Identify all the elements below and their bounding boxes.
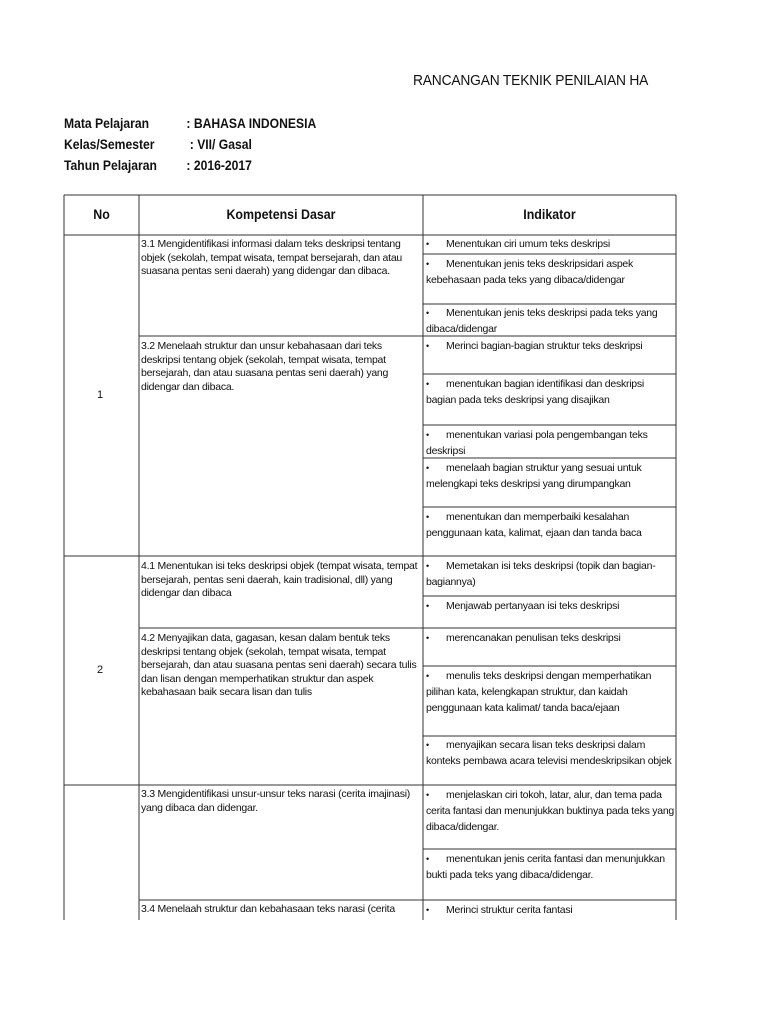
indikator-cell	[426, 256, 674, 303]
document-title: RANCANGAN TEKNIK PENILAIAN HA	[413, 72, 649, 89]
bullet-icon: •	[426, 561, 429, 571]
bullet-icon: •	[426, 512, 429, 522]
bullet-icon: •	[426, 790, 429, 800]
bullet-icon: •	[426, 905, 429, 915]
indikator-text: menjelaskan ciri tokoh, latar, alur, dan tema pada cerita fantasi dan menunjukkan buktinya pada teks yang dibaca/didengar.	[426, 789, 674, 833]
indikator-text: menelaah bagian struktur yang sesuai untuk melengkapi teks deskripsi yang dirumpangkan	[426, 462, 642, 490]
header-indikator: Indikator	[523, 207, 576, 222]
indikator-cell	[426, 630, 674, 665]
indikator-cell	[426, 427, 674, 458]
indikator-cell	[426, 376, 674, 424]
indikator-text: menyajikan secara lisan teks deskripsi dalam konteks pembawa acara televisi mendeskripsikan objek	[426, 739, 672, 767]
indikator-text: Merinci bagian-bagian struktur teks deskripsi	[446, 340, 643, 352]
meta-value: : VII/ Gasal	[186, 137, 252, 152]
meta-value: : 2016-2017	[186, 158, 252, 173]
bullet-icon: •	[426, 341, 429, 351]
kd-cell: 4.1 Menentukan isi teks deskripsi objek (tempat wisata, tempat bersejarah, pentas seni daerah, kain tradisional, dll) yang didengar dan dibaca	[141, 560, 418, 599]
indikator-text: menentukan variasi pola pengembangan teks deskripsi	[426, 429, 648, 457]
header-kompetensi-dasar: Kompetensi Dasar	[226, 207, 336, 222]
kd-cell: 3.1 Mengidentifikasi informasi dalam teks deskripsi tentang objek (sekolah, tempat wisata, tempat bersejarah, dan atau suasana pentas seni daerah) yang didengar dan dibaca.	[141, 238, 402, 277]
indikator-cell	[426, 668, 674, 735]
indikator-cell	[426, 305, 674, 336]
indikator-text: merencanakan penulisan teks deskripsi	[446, 632, 621, 644]
bullet-icon: •	[426, 308, 429, 318]
indikator-text: menentukan bagian identifikasi dan deskripsi bagian pada teks deskripsi yang disajikan	[426, 378, 644, 406]
indikator-text: Menentukan ciri umum teks deskripsi	[446, 238, 610, 250]
kd-cell: 3.3 Mengidentifikasi unsur-unsur teks narasi (cerita imajinasi) yang dibaca dan didengar.	[141, 788, 411, 814]
indikator-cell	[426, 598, 674, 627]
kd-cell: 3.2 Menelaah struktur dan unsur kebahasaan dari teks deskripsi tentang objek (sekolah, tempat wisata, tempat bersejarah, dan atau suasana pentas seni daerah) yang didengar dan dibaca.	[141, 340, 389, 393]
bullet-icon: •	[426, 239, 429, 249]
indikator-text: menentukan jenis cerita fantasi dan menunjukkan bukti pada teks yang dibaca/didengar.	[426, 853, 665, 881]
indikator-cell	[426, 787, 674, 848]
indikator-cell	[426, 851, 674, 899]
indikator-text: Menjawab pertanyaan isi teks deskripsi	[446, 600, 620, 612]
indikator-cell	[426, 902, 674, 920]
indikator-text: Menentukan jenis teks deskripsidari aspek kebehasaan pada teks yang dibaca/didengar	[426, 258, 634, 286]
bullet-icon: •	[426, 430, 429, 440]
indikator-cell	[426, 737, 674, 785]
indikator-cell	[426, 509, 674, 555]
bullet-icon: •	[426, 379, 429, 389]
indikator-cell	[426, 558, 674, 595]
indikator-cell	[426, 338, 674, 373]
kd-cell: 3.4 Menelaah struktur dan kebahasaan teks narasi (cerita	[141, 903, 395, 915]
kd-cell: 4.2 Menyajikan data, gagasan, kesan dalam bentuk teks deskripsi tentang objek (sekolah, tempat wisata, tempat bersejarah, dan atau suasana pentas seni daerah) secara tulis dan lisan dengan memperhatikan struktur dan aspek kebahasaan baik secara lisan dan tulis	[141, 632, 417, 698]
header-no: No	[93, 207, 110, 222]
row-number: 1	[97, 389, 104, 401]
bullet-icon: •	[426, 671, 429, 681]
indikator-text: menentukan dan memperbaiki kesalahan penggunaan kata, kalimat, ejaan dan tanda baca	[426, 511, 642, 539]
indikator-text: Memetakan isi teks deskripsi (topik dan bagian-bagiannya)	[426, 560, 656, 588]
meta-label: Kelas/Semester	[64, 137, 155, 152]
bullet-icon: •	[426, 259, 429, 269]
indikator-text: menulis teks deskripsi dengan memperhatikan pilihan kata, kelengkapan struktur, dan kaidah penggunaan kata kalimat/ tanda baca/ejaan	[426, 670, 652, 714]
bullet-icon: •	[426, 633, 429, 643]
indikator-cell	[426, 460, 674, 506]
bullet-icon: •	[426, 740, 429, 750]
row-number: 2	[97, 664, 104, 676]
bullet-icon: •	[426, 854, 429, 864]
bullet-icon: •	[426, 463, 429, 473]
indikator-text: Menentukan jenis teks deskripsi pada teks yang dibaca/didengar	[426, 307, 658, 335]
meta-label: Tahun Pelajaran	[64, 158, 157, 173]
meta-label: Mata Pelajaran	[64, 116, 150, 131]
indikator-cell	[426, 236, 674, 253]
indikator-text: Merinci struktur cerita fantasi	[446, 904, 573, 916]
meta-value: : BAHASA INDONESIA	[186, 116, 317, 131]
bullet-icon: •	[426, 601, 429, 611]
